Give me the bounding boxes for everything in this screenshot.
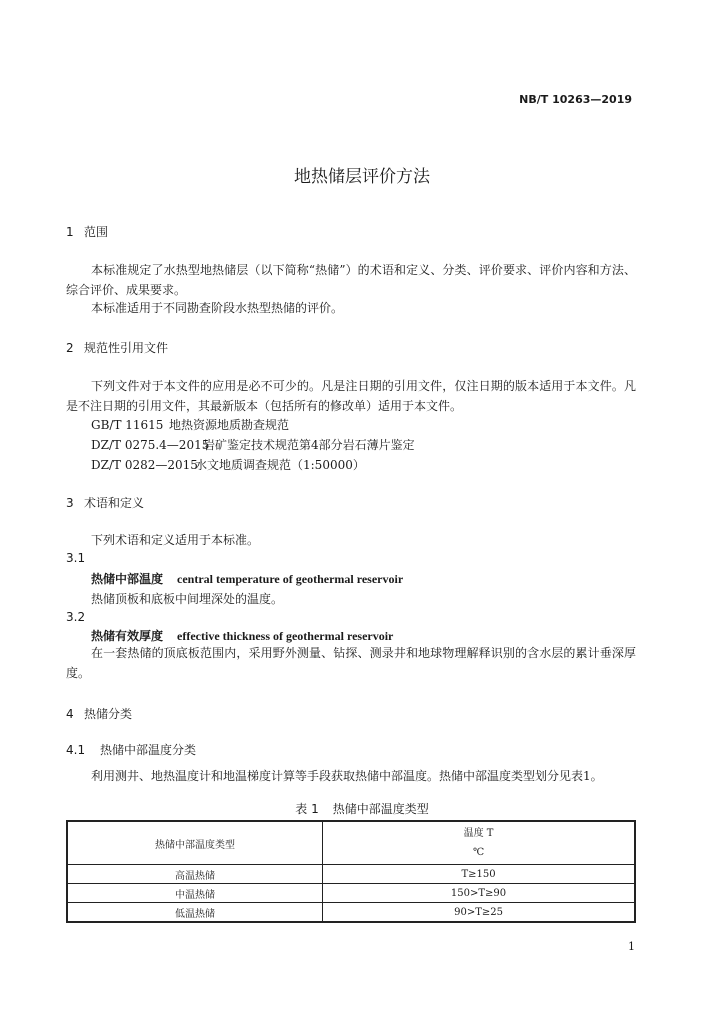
section-title: 规范性引用文件 <box>84 341 169 355</box>
term-heading <box>91 570 403 587</box>
temperature-type-table <box>66 820 636 923</box>
term-zh: 热储中部温度 <box>91 572 164 586</box>
section-number: 3 <box>66 496 74 510</box>
table-caption-title: 热储中部温度类型 <box>332 802 429 816</box>
reference-code: DZ/T 0275.4—2015 <box>91 438 210 452</box>
table-cell-type: 低温热储 <box>67 903 323 923</box>
table-cell-range: T≥150 <box>323 865 635 884</box>
section-3-heading <box>66 494 144 511</box>
table-caption <box>0 800 724 817</box>
term-heading <box>91 627 393 644</box>
table-caption-number: 表 1 <box>295 802 319 816</box>
section-4-heading <box>66 705 132 722</box>
standard-number: NB/T 10263—2019 <box>519 93 632 106</box>
subsection-4-1-heading <box>66 741 196 758</box>
table-cell-type: 中温热储 <box>67 884 323 903</box>
section-title: 热储分类 <box>84 707 133 721</box>
reference-title: 岩矿鉴定技术规范第4部分岩石薄片鉴定 <box>203 438 415 452</box>
page-number: 1 <box>628 940 635 953</box>
section-1-paragraph-1: 本标准规定了水热型地热储层（以下简称“热储”）的术语和定义、分类、评价要求、评价内容和方法、综合评价、成果要求。 <box>66 263 636 297</box>
page-title: 地热储层评价方法 <box>294 167 430 187</box>
section-title: 范围 <box>84 225 109 239</box>
section-title: 术语和定义 <box>84 496 145 510</box>
table-header-type: 热储中部温度类型 <box>67 821 323 865</box>
table-row <box>67 884 635 903</box>
term-number: 3.2 <box>66 610 86 624</box>
reference-title: 水文地质调查规范（1:50000） <box>195 458 365 472</box>
section-2-paragraph-1: 下列文件对于本文件的应用是必不可少的。凡是注日期的引用文件，仅注日期的版本适用于本文件。凡是不注日期的引用文件，其最新版本（包括所有的修改单）适用于本文件。 <box>66 379 636 413</box>
section-number: 1 <box>66 225 74 239</box>
reference-code: GB/T 11615 <box>91 418 164 432</box>
table-cell-type: 高温热储 <box>67 865 323 884</box>
reference-item <box>91 456 365 473</box>
term-en: effective thickness of geothermal reservoir <box>177 629 394 643</box>
section-1-heading <box>66 223 108 240</box>
subsection-title: 热储中部温度分类 <box>100 743 197 757</box>
section-number: 4 <box>66 707 74 721</box>
table-cell-range: 150>T≥90 <box>323 884 635 903</box>
term-number: 3.1 <box>66 551 86 565</box>
section-1-paragraph-2: 本标准适用于不同勘查阶段水热型热储的评价。 <box>91 301 344 315</box>
term-definition: 在一套热储的顶底板范围内，采用野外测量、钻探、测录井和地球物理解释识别的含水层的累计垂深厚度。 <box>66 646 636 680</box>
reference-item <box>91 416 289 433</box>
section-4-paragraph-1: 利用测井、地热温度计和地温梯度计算等手段获取热储中部温度。热储中部温度类型划分见表1。 <box>91 769 603 783</box>
table-row <box>67 865 635 884</box>
section-2-heading <box>66 339 168 356</box>
subsection-number: 4.1 <box>66 743 86 757</box>
reference-code: DZ/T 0282—2015 <box>91 458 198 472</box>
term-en: central temperature of geothermal reservoir <box>177 572 404 586</box>
table-row <box>67 903 635 923</box>
reference-item <box>91 436 415 453</box>
term-definition: 热储顶板和底板中间埋深处的温度。 <box>91 592 284 606</box>
section-3-paragraph-1: 下列术语和定义适用于本标准。 <box>91 533 260 547</box>
table-cell-range: 90>T≥25 <box>323 903 635 923</box>
section-number: 2 <box>66 341 74 355</box>
term-zh: 热储有效厚度 <box>91 629 164 643</box>
reference-title: 地热资源地质勘查规范 <box>169 418 290 432</box>
table-header-temperature-unit: ℃ <box>472 847 485 858</box>
table-header-temperature <box>323 821 635 865</box>
table-header-temperature-label: 温度 T <box>463 828 494 839</box>
